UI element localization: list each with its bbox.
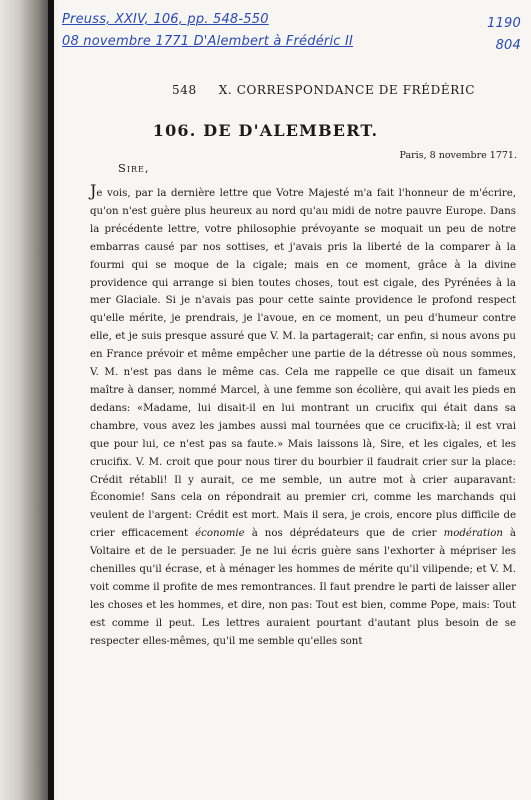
running-title: X. CORRESPONDANCE DE FRÉDÉRIC — [218, 83, 475, 97]
handwritten-number-bottom: 804 — [495, 38, 521, 53]
body-text-start: e vois, par la dernière lettre que Votre Majesté m'a fait l'honneur de m'écrire, qu'on n'est guère plus heureux au nord qu'au midi de notre pauvre Europe. Dans la précédente lettre, votre philosophie prévoyante se moquait un peu de notre embarras causé par nos sottises, et j'avais pris la liberté de la comparer à la fourmi qui se moque de la cigale; mais en ce moment, grâce à la divine providence qui arrange si bien toutes choses, tout est cigale, des Pyrénées à la mer Glaciale. Si je n'avais pas pour cette sainte providence le profond respect qu'elle mérite, je prendrais, je l'avoue, en ce moment, un peu d'humeur contre elle, et je suis presque assuré que V. M. la partagerait; car enfin, si nous avons pu en France prévoir et même empêcher une partie de la détresse où nous sommes, V. M. n'est pas dans le même cas. Cela me rappelle ce que disait un fameux maître à danser, nommé Marcel, à une femme son écolière, qui avait les pieds en dedans: «Madame, lui disait-il en lui montrant un crucifix qui était dans sa chambre, vous avez les jambes aussi mal tournées que ce crucifix-là; il est vrai que pour lui, ce n'est pas sa faute.» Mais laissons là, Sire, et les cigales, et les crucifix. V. M. croit que pour nous tirer du bourbier il faudrait crier sur la place: Crédit rétabli! Il y aurait, ce me semble, un autre mot à crier auparavant: Économie! Sans cela on répondrait au premier cri, comme les marchands qui veulent de l'argent: Crédit est mort. Mais il sera, je crois, encore plus difficile de crier efficacement — [90, 188, 516, 540]
page-number: 548 — [172, 83, 197, 97]
body-text-middle: à nos déprédateurs que de crier — [244, 528, 444, 540]
handwritten-reference: Preuss, XXIV, 106, pp. 548-550 — [62, 12, 269, 27]
handwritten-date-note: 08 novembre 1771 D'Alembert à Frédéric II — [62, 34, 354, 49]
scan-binding-edge — [0, 0, 54, 800]
body-emphasis-moderation: modération — [443, 528, 503, 540]
letter-body — [90, 182, 516, 651]
letter-heading: 106. DE D'ALEMBERT. — [152, 121, 379, 140]
handwritten-number-top: 1190 — [487, 16, 521, 31]
body-text-end: à Voltaire et de le persuader. Je ne lui écris guère sans l'exhorter à mépriser les chenilles qu'il écrase, et à ménager les hommes de mérite qu'il vilipende; et V. M. voit comme il profite de mes remontrances. Il faut prendre le parti de laisser aller les choses et les hommes, et dire, non pas: Tout est bien, comme Pope, mais: Tout est comme il peut. Les lettres auraient pourtant d'autant plus besoin de se respecter elles-mêmes, qu'il me semble qu'elles sont — [90, 528, 516, 647]
letter-dateline: Paris, 8 novembre 1771. — [399, 150, 517, 161]
body-emphasis-economie: économie — [195, 528, 245, 540]
letter-salutation: Sire, — [118, 161, 150, 175]
drop-cap: J — [90, 181, 97, 200]
running-header — [172, 83, 521, 97]
